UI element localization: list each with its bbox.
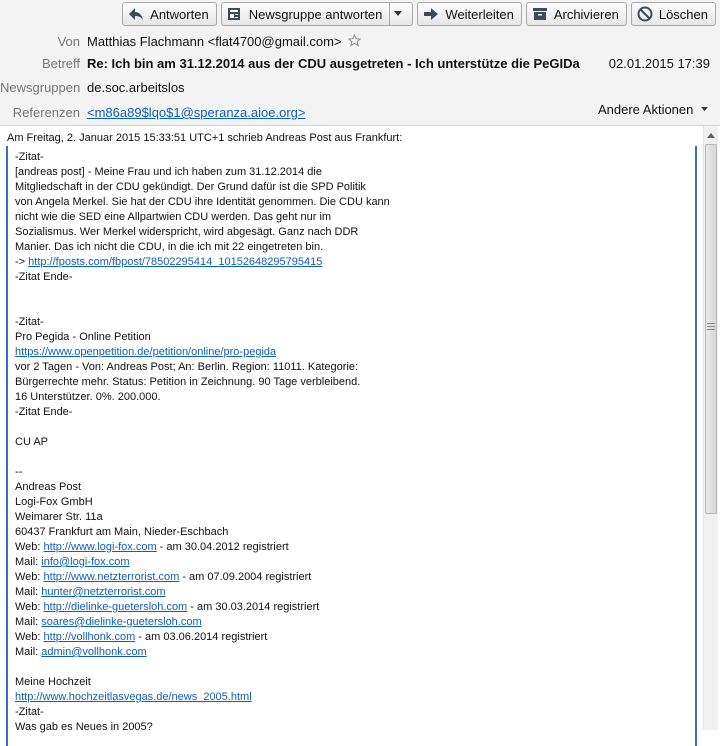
quote-line-text: 60437 Frankfurt am Main, Nieder-Eschbach [15,526,229,538]
quote-line [15,540,685,555]
forward-label: Weiterleiten [445,6,514,22]
reply-arrow-icon [128,7,144,21]
quote-link[interactable]: http://fposts.com/fbpost/78502295414_10152648295795415 [28,256,323,268]
quote-line-text: - am 07.09.2004 registriert [179,571,312,583]
message-header [0,0,720,126]
quote-line [15,300,685,315]
reply-newsgroup-split [221,2,414,26]
quote-line [15,420,685,435]
quote-line-text: Mitgliedschaft in der CDU gekündigt. Der Grund dafür ist die SPD Politik [15,181,366,193]
quote-line-text: CU AP [15,436,49,448]
quote-line-text: -Zitat- [15,151,44,163]
quote-line-text: -Zitat Ende- [15,406,73,418]
quote-line [15,270,685,285]
quote-line [15,315,685,330]
quote-line [15,150,685,165]
quote-line-text: -Zitat Ende- [15,271,73,283]
quote-line [15,255,685,270]
quote-line [15,630,685,645]
quote-line [15,450,685,465]
quote-line-text: nicht wie die SED eine Allpartwien CDU werden. Das geht nur im [15,211,332,223]
quote-line [15,180,685,195]
quote-line-text: 16 Unterstützer. 0%. 200.000. [15,391,161,403]
other-actions-label: Andere Aktionen [597,102,694,117]
quote-line [15,585,685,600]
quote-line [15,555,685,570]
quote-link[interactable]: https://www.openpetition.de/petition/online/pro-pegida [15,346,277,358]
quote-line-text: von Angela Merkel. Sie hat der CDU ihre Identität genommen. Die CDU kann [15,196,390,208]
grip-icon [707,323,715,330]
from-value[interactable]: Matthias Flachmann <flat4700@gmail.com> [87,34,342,49]
from-label: Von [57,34,80,49]
quote-line-text: Weimarer Str. 11a [15,511,103,523]
quote-line [15,705,685,720]
quote-line-text: - am 30.03.2014 registriert [187,601,320,613]
quote-link[interactable]: http://www.hochzeitlasvegas.de/news_2005.html [15,691,252,703]
delete-label: Löschen [658,6,708,22]
quote-link[interactable]: soares@dielinke-guetersloh.com [41,616,202,628]
quote-line [15,720,685,735]
quote-line-text: vor 2 Tagen - Von: Andreas Post; An: Berlin. Region: 11011. Kategorie: [15,361,359,373]
newsgroups-value[interactable]: de.soc.arbeitslos [87,80,185,95]
quote-line-text: Meine Hochzeit [15,676,91,688]
quote-line-text: Mail: [15,556,42,568]
quote-link[interactable]: hunter@netzterrorist.com [41,586,166,598]
quote-line [15,660,685,675]
quote-line-text: Mail: [15,616,42,628]
quote-line [15,480,685,495]
reply-label: Antworten [150,6,209,22]
quote-link[interactable]: info@logi-fox.com [41,556,130,568]
quote-link[interactable]: admin@vollhonk.com [41,646,147,658]
quote-line [15,225,685,240]
quote-line [15,495,685,510]
quote-line [15,435,685,450]
scroll-up-icon [707,133,715,138]
forward-arrow-icon [423,7,439,21]
subject-label: Betreff [41,56,80,71]
quote-line [15,285,685,300]
quote-line-text: Mail: [15,586,42,598]
quote-line-text: Manier. Das ich nicht die CDU, in die ich mit 22 eingetreten bin. [15,241,324,253]
quote-line [15,525,685,540]
references-link[interactable]: <m86a89$lqo$1@speranza.aioe.org> [87,105,306,120]
quote-line [15,465,685,480]
vertical-scrollbar[interactable] [703,126,718,730]
quote-line-text: Web: [15,601,44,613]
quote-line [15,675,685,690]
quote-attribution: Am Freitag, 2. Januar 2015 15:33:51 UTC+1 schrieb Andreas Post aus Frankfurt: [7,132,403,144]
quoted-text-block [6,146,697,746]
archive-icon [532,7,548,21]
quote-line [15,390,685,405]
quote-line [15,195,685,210]
quote-line [15,165,685,180]
quoted-text [15,150,685,735]
reply-newsgroup-label: Newsgruppe antworten [248,6,383,22]
other-actions-menu[interactable] [598,102,708,117]
quote-line-text: Web: [15,631,44,643]
archive-label: Archivieren [553,6,619,22]
message-date: 02.01.2015 17:39 [608,56,710,71]
from-row [87,34,361,49]
quote-line-text: Logi-Fox GmbH [15,496,93,508]
quote-line-text: Andreas Post [15,481,82,493]
newsgroups-label: Newsgruppen [0,80,81,95]
quote-line-text: - am 30.04.2012 registriert [156,541,289,553]
references-label: Referenzen [12,105,80,120]
scrollbar-thumb[interactable] [705,144,717,514]
delete-icon [637,6,653,22]
quote-line-text: Was gab es Neues in 2005? [15,721,153,733]
quote-line-text: -Zitat- [15,316,44,328]
quote-line-text: -Zitat- [15,706,44,718]
quote-line-text: -> [15,256,29,268]
reply-newsgroup-button[interactable] [221,2,391,26]
quote-line-text: Mail: [15,646,42,658]
quote-line [15,210,685,225]
quote-line [15,345,685,360]
reply-button[interactable] [122,2,217,26]
dropdown-arrow-icon [394,11,402,17]
quote-line-text: - am 03.06.2014 registriert [135,631,268,643]
quote-link[interactable]: http://www.netzterrorist.com [43,571,180,583]
quote-line [15,375,685,390]
quote-line-text: Bürgerrechte mehr. Status: Petition in Zeichnung. 90 Tage verbleibend. [15,376,361,388]
quote-line-text: -- [15,466,23,478]
star-icon[interactable] [348,34,361,47]
quote-line-text: Web: [15,571,44,583]
quote-link[interactable]: http://dielinke-guetersloh.com [43,601,188,613]
dropdown-arrow-icon [701,107,708,112]
quote-line [15,570,685,585]
quote-line [15,405,685,420]
quote-link[interactable]: http://www.logi-fox.com [43,541,157,553]
quote-line-text: [andreas post] - Meine Frau und ich haben zum 31.12.2014 die [15,166,322,178]
delete-button[interactable] [631,2,716,26]
quote-line [15,600,685,615]
quote-line [15,645,685,660]
quote-line [15,690,685,705]
quote-line-text: Sozialismus. Wer Merkel widerspricht, wird abgesägt. Ganz nach DDR [15,226,359,238]
quote-line [15,510,685,525]
message-toolbar [122,2,716,26]
newsgroup-icon [227,7,243,21]
quote-line [15,330,685,345]
quote-line [15,360,685,375]
quote-line [15,240,685,255]
reply-newsgroup-dropdown[interactable] [390,2,413,26]
quote-line-text: Web: [15,541,44,553]
quote-line-text: Pro Pegida - Online Petition [15,331,151,343]
archive-button[interactable] [526,2,627,26]
scroll-up-arrow[interactable] [705,128,717,142]
quote-line [15,615,685,630]
quote-link[interactable]: http://vollhonk.com [43,631,136,643]
forward-button[interactable] [417,2,521,26]
subject-value: Re: Ich bin am 31.12.2014 aus der CDU ausgetreten - Ich unterstütze die PeGIDa [87,56,580,71]
